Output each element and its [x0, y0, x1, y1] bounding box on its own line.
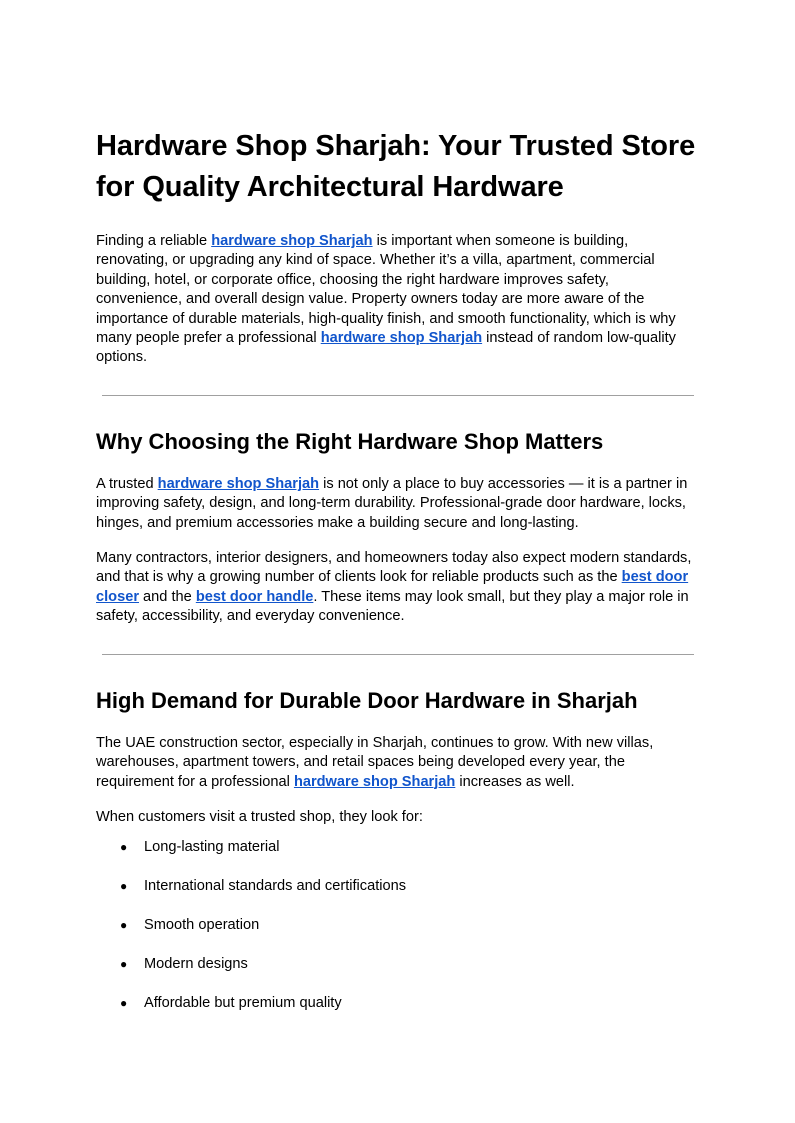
paragraph-text: and the: [139, 588, 196, 605]
bullet-icon: ●: [120, 918, 128, 933]
section-heading-demand: High Demand for Durable Door Hardware in Sharjah: [96, 687, 638, 713]
hardware-shop-link[interactable]: hardware shop Sharjah: [211, 233, 373, 249]
hardware-shop-link[interactable]: hardware shop Sharjah: [320, 330, 483, 347]
list-item-text: Long-lasting material: [144, 839, 280, 856]
list-item: [96, 916, 696, 935]
requirements-list: [96, 838, 696, 1013]
bullet-icon: ●: [120, 879, 128, 894]
section1-paragraph-2: [96, 549, 696, 627]
section2-paragraph-1: [96, 734, 696, 792]
bullet-icon: ●: [120, 840, 128, 855]
section-heading-why: Why Choosing the Right Hardware Shop Matters: [96, 428, 604, 454]
paragraph-text: increases as well.: [455, 773, 575, 790]
list-item-text: Smooth operation: [144, 917, 260, 934]
intro-text-2: is important when someone is building, renovating, or upgrading any kind of space. Whether it’s a villa, apartment, commercial building, hotel, or corporate office, choosing the right hardware improves safety, convenience, and overall design value. Property owners today are more aware of the importance of durable materials, high-quality finish, and smooth functionality, which is why many people prefer a professional: [96, 233, 676, 347]
list-item-text: Affordable but premium quality: [144, 995, 342, 1012]
section-divider: [102, 654, 694, 655]
paragraph-text: Many contractors, interior designers, and homeowners today also expect modern standards, and that is why a growing number of clients look for reliable products such as the: [96, 550, 692, 586]
paragraph-text: . These items may look small, but they play a major role in safety, accessibility, and everyday convenience.: [96, 588, 689, 625]
list-item: [96, 955, 696, 974]
best-door-closer-link[interactable]: best door closer: [96, 569, 689, 605]
intro-text-1: Finding a reliable: [96, 233, 212, 249]
list-item: [96, 838, 696, 857]
list-item-text: Modern designs: [144, 956, 248, 973]
list-item: [96, 877, 696, 896]
list-item: [96, 994, 696, 1013]
bullet-icon: ●: [120, 996, 128, 1011]
best-door-handle-link[interactable]: best door handle: [195, 588, 314, 605]
document-body: [96, 126, 696, 1033]
paragraph-text: The UAE construction sector, especially in Sharjah, continues to grow. With new villas, warehouses, apartment towers, and retail spaces being developed every year, the requirement for a professional: [96, 734, 654, 790]
section-divider: [102, 395, 694, 396]
page-title: Hardware Shop Sharjah: Your Trusted Store for Quality Architectural Hardware: [96, 130, 696, 203]
section1-paragraph-1: [96, 475, 696, 533]
paragraph-text: A trusted: [96, 475, 158, 492]
list-item-text: International standards and certifications: [144, 878, 407, 895]
bullet-icon: ●: [120, 957, 128, 972]
intro-paragraph: [96, 232, 696, 368]
paragraph-text: is not only a place to buy accessories — it is a partner in improving safety, design, and long-term durability. Professional-grade door hardware, locks, hinges, and premium accessories make a building secure and long-lasting.: [96, 475, 688, 531]
hardware-shop-link[interactable]: hardware shop Sharjah: [157, 475, 320, 492]
section2-paragraph-2: When customers visit a trusted shop, they look for:: [96, 808, 423, 825]
hardware-shop-link[interactable]: hardware shop Sharjah: [293, 773, 456, 790]
intro-text-3: instead of random low-quality options.: [96, 330, 676, 366]
